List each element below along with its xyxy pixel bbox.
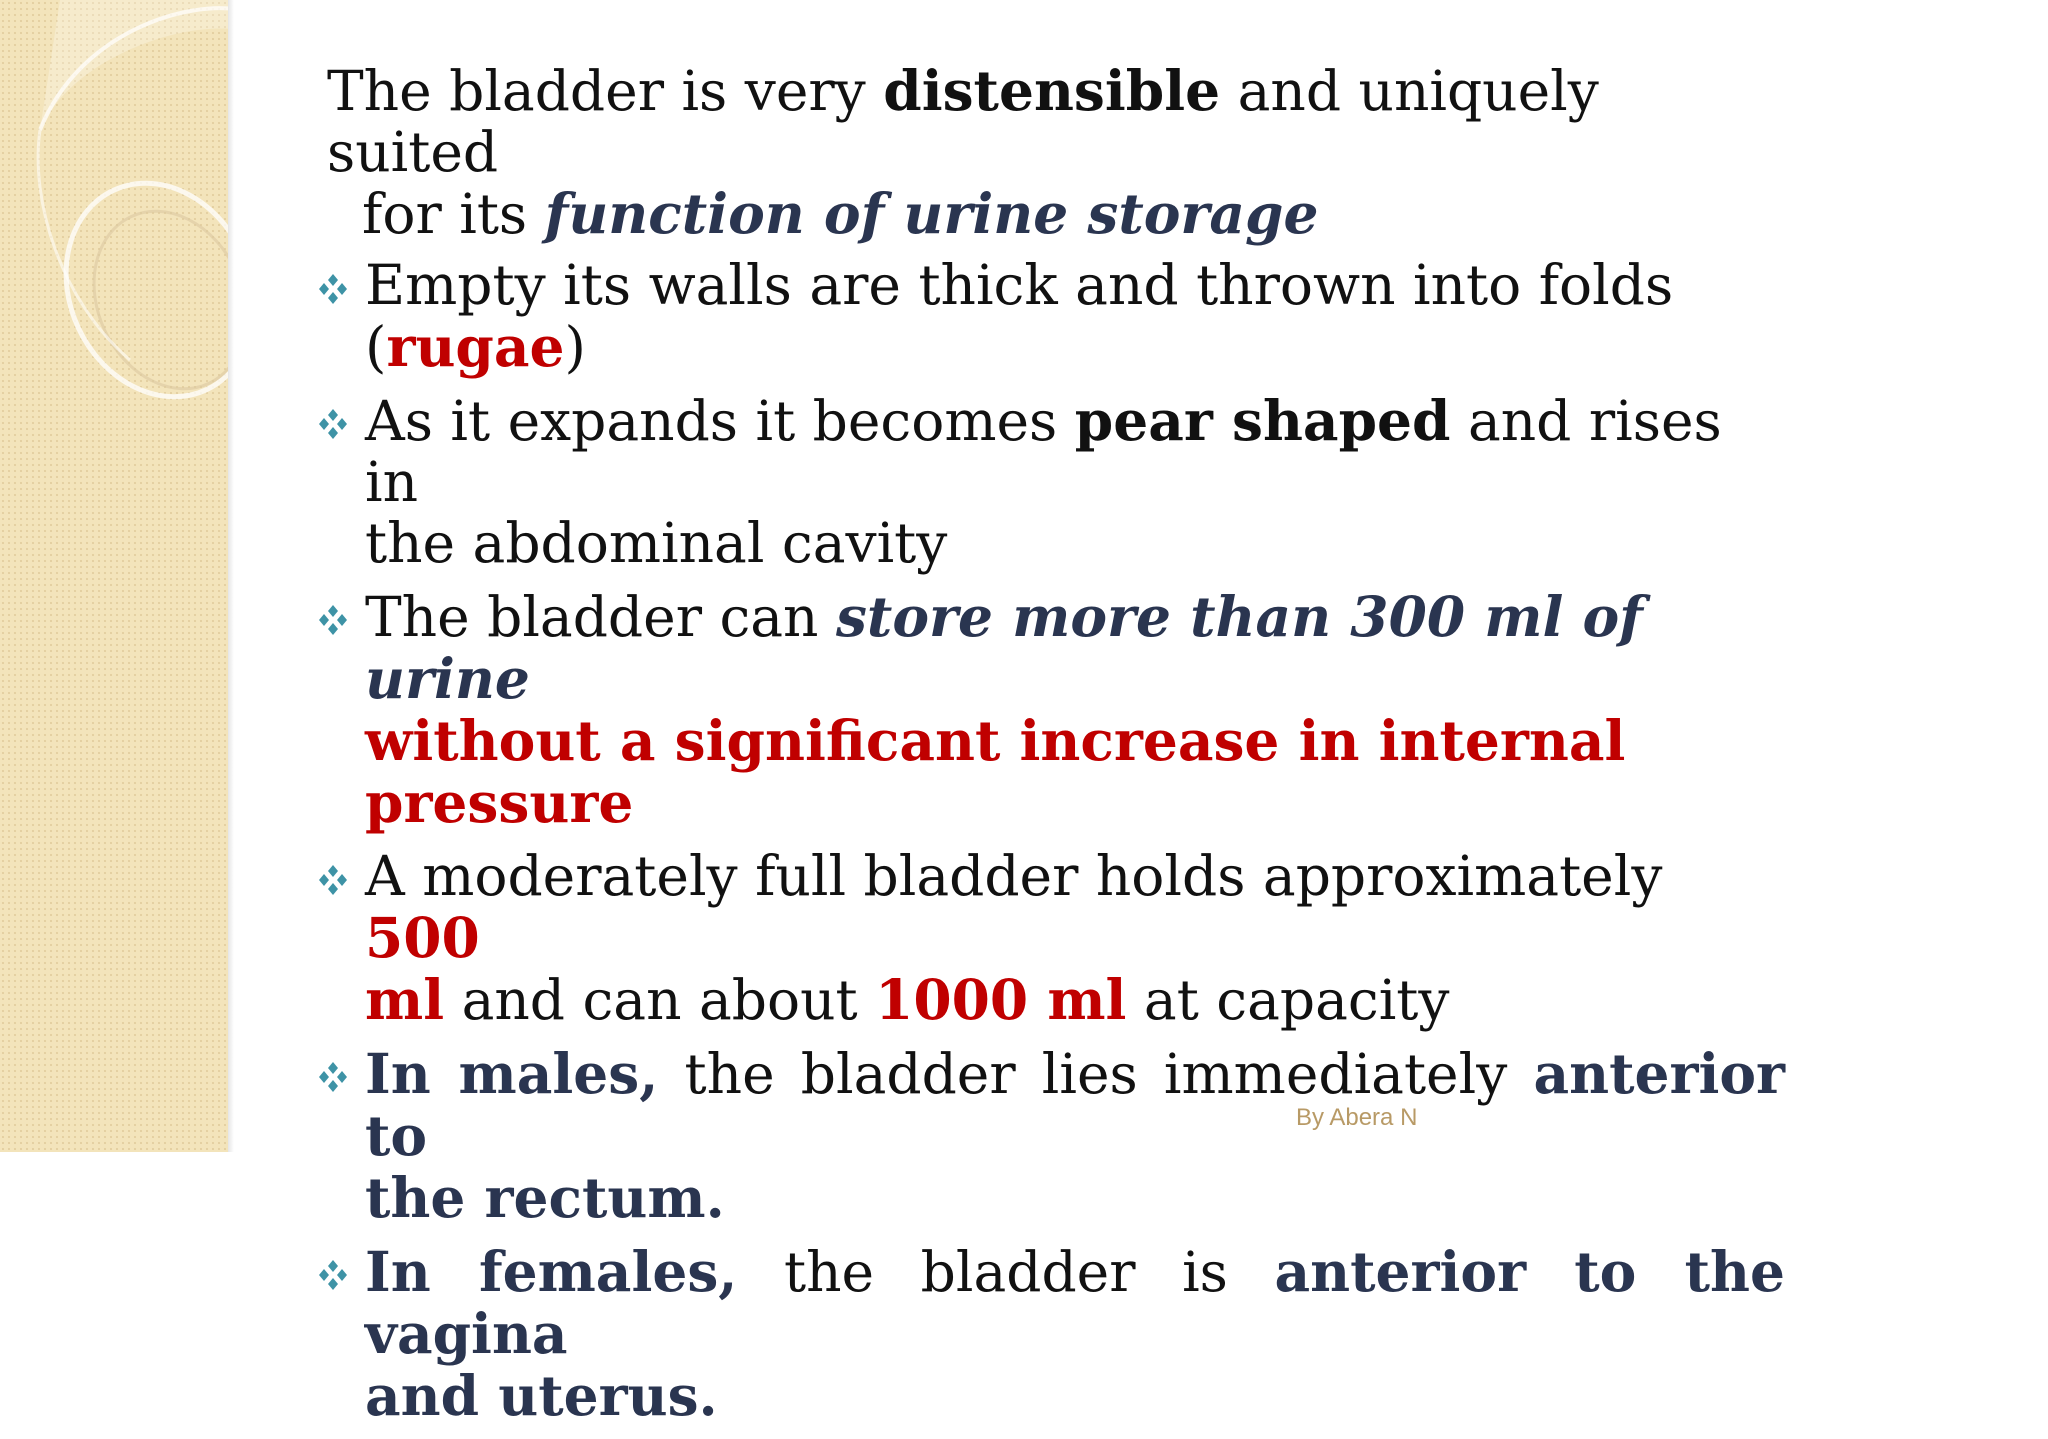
emphasis-pear-shaped: pear shaped: [1074, 388, 1451, 453]
emphasis-no-pressure-increase: without a significant increase in internal: [365, 708, 1626, 773]
bullet-text: Empty its walls are thick and thrown into folds: [365, 253, 1674, 317]
bullet-line: [365, 1043, 1785, 1167]
bullet-line: [365, 1241, 1785, 1365]
bullet-line: [365, 513, 1785, 574]
intro-emphasis-distensible: distensible: [883, 58, 1221, 123]
intro-text: and uniquely suited: [327, 59, 1599, 184]
slide-footer-author: By Abera N: [1296, 1104, 1418, 1131]
bullet-item-rugae: [315, 255, 1785, 378]
bullet-line: [365, 586, 1785, 710]
emphasis-store-300ml: store more than 300 ml of urine: [365, 584, 1643, 711]
decorative-swirl: [0, 0, 228, 420]
bullet-line: [365, 846, 1785, 969]
bullet-text: the bladder lies immediately: [658, 1042, 1534, 1106]
intro-paragraph: [315, 60, 1785, 245]
bullet-text: the abdominal cavity: [365, 511, 948, 575]
bullet-item-storage: [315, 586, 1785, 834]
bullet-text: The bladder can: [365, 585, 836, 649]
four-diamond-bullet-icon: [315, 1059, 351, 1095]
decorative-side-band: [0, 0, 228, 1152]
four-diamond-bullet-icon: [315, 271, 351, 307]
emphasis-ml: ml: [365, 967, 445, 1032]
intro-line-1: [327, 60, 1785, 183]
emphasis-in-females: In females,: [365, 1239, 738, 1304]
bullet-item-pear-shaped: [315, 390, 1785, 574]
emphasis-anterior-to: anterior to: [365, 1041, 1785, 1168]
slide-body: [315, 60, 1785, 1439]
emphasis-pressure: pressure: [365, 770, 634, 835]
bullet-text: at capacity: [1126, 968, 1450, 1032]
bullet-text: and rises in: [365, 389, 1722, 514]
intro-text: The bladder is very: [327, 59, 884, 123]
bullet-line: [365, 710, 1785, 772]
bullet-line: [365, 255, 1785, 316]
emphasis-and-uterus: and uterus.: [365, 1363, 718, 1428]
intro-text: for its: [362, 182, 545, 246]
bullet-text: ): [564, 315, 586, 379]
emphasis-rugae: rugae: [386, 314, 565, 379]
bullet-line: [365, 1167, 1785, 1229]
intro-line-2: [327, 183, 1785, 245]
bullet-line: [365, 1365, 1785, 1427]
emphasis-the-rectum: the rectum.: [365, 1165, 725, 1230]
emphasis-1000ml: 1000 ml: [875, 967, 1127, 1032]
bullet-line: [365, 390, 1785, 513]
emphasis-anterior-vagina: anterior to the vagina: [365, 1239, 1785, 1366]
bullet-text: A moderately full bladder holds approximately: [365, 844, 1663, 908]
bullet-text: (: [365, 315, 387, 379]
emphasis-500: 500: [365, 905, 480, 970]
bullet-line: [365, 772, 1785, 834]
bullet-item-females: [315, 1241, 1785, 1427]
intro-emphasis-function: function of urine storage: [544, 181, 1319, 246]
four-diamond-bullet-icon: [315, 862, 351, 898]
bullet-item-capacity: [315, 846, 1785, 1031]
four-diamond-bullet-icon: [315, 602, 351, 638]
bullet-text: the bladder is: [737, 1240, 1275, 1304]
four-diamond-bullet-icon: [315, 406, 351, 442]
emphasis-in-males: In males,: [365, 1041, 659, 1106]
bullet-text: and can about: [444, 968, 876, 1032]
four-diamond-bullet-icon: [315, 1257, 351, 1293]
bullet-line: [365, 316, 1785, 378]
bullet-text: As it expands it becomes: [365, 389, 1075, 453]
bullet-line: [365, 969, 1785, 1031]
bullet-item-males: [315, 1043, 1785, 1229]
side-band-shadow: [228, 0, 234, 1152]
